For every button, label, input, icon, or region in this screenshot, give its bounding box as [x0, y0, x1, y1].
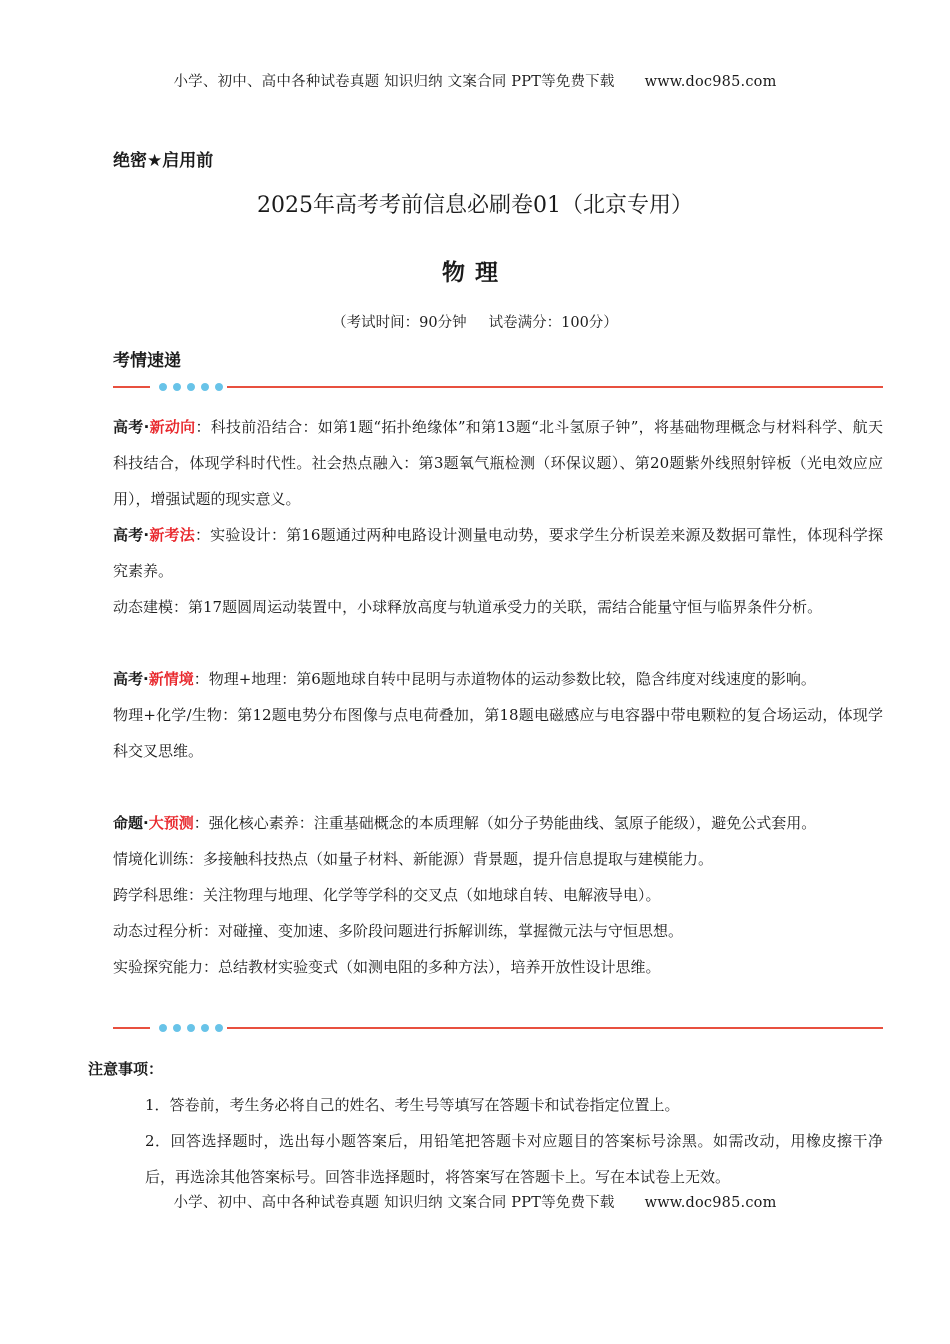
exam-score: 试卷满分：100分） [488, 315, 618, 331]
footer-site: www.doc985.com [644, 1195, 777, 1211]
block-extra: 动态建模：第17题圆周运动装置中，小球释放高度与轨道承受力的关联，需结合能量守恒与临界条件分析。 [113, 598, 823, 616]
block-text: ：实验设计：第16题通过两种电路设计测量电动势，要求学生分析误差来源及数据可靠性，体现科学探究素养。 [113, 526, 883, 580]
divider-top [113, 380, 883, 394]
dots-decoration [159, 1022, 229, 1034]
divider-bottom [113, 1021, 883, 1035]
block-extra: 物理+化学/生物：第12题电势分布图像与点电荷叠加，第18题电磁感应与电容器中带电颗粒的复合场运动，体现学科交叉思维。 [113, 706, 883, 760]
header-text: 小学、初中、高中各种试卷真题 知识归纳 文案合同 PPT等免费下载 [173, 74, 615, 90]
page-footer [0, 1191, 950, 1212]
secret-label: 绝密★启用前 [113, 151, 214, 171]
tag-prediction: 命题·大预测 [113, 814, 194, 832]
dots-decoration [159, 381, 229, 393]
subject-title: 物理 [442, 260, 508, 286]
notice-list [113, 1087, 883, 1195]
block-new-trend [113, 409, 883, 517]
header-site: www.doc985.com [644, 74, 777, 90]
notice-title: 注意事项： [88, 1060, 164, 1078]
block-new-context [113, 661, 883, 769]
block-extra: 动态过程分析：对碰撞、变加速、多阶段问题进行拆解训练，掌握微元法与守恒思想。 [113, 922, 684, 940]
block-text: ：物理+地理：第6题地球自转中昆明与赤道物体的运动参数比较，隐含纬度对线速度的影响。 [193, 670, 816, 688]
tag-new-trend: 高考·新动向 [113, 418, 196, 436]
block-new-method [113, 517, 883, 625]
exam-info [0, 311, 950, 332]
block-extra: 实验探究能力：总结教材实验变式（如测电阻的多种方法），培养开放性设计思维。 [113, 958, 661, 976]
notice-item: 2．回答选择题时，选出每小题答案后，用铅笔把答题卡对应题目的答案标号涂黑。如需改动，用橡皮擦干净后，再选涂其他答案标号。回答非选择题时，将答案写在答题卡上。写在本试卷上无效。 [145, 1132, 883, 1186]
block-extra: 跨学科思维：关注物理与地理、化学等学科的交叉点（如地球自转、电解液导电）。 [113, 886, 661, 904]
section-title: 考情速递 [113, 351, 181, 371]
page-header-top [0, 70, 950, 91]
exam-time: （考试时间：90分钟 [332, 315, 467, 331]
block-text: ：科技前沿结合：如第1题“拓扑绝缘体”和第13题“北斗氢原子钟”，将基础物理概念与材料科学、航天科技结合，体现学科时代性。社会热点融入：第3题氧气瓶检测（环保议题）、第20题紫外线照射锌板（光电效应应用），增强试题的现实意义。 [113, 418, 883, 508]
tag-new-method: 高考·新考法 [113, 526, 195, 544]
notice-item: 1．答卷前，考生务必将自己的姓名、考生号等填写在答题卡和试卷指定位置上。 [145, 1096, 680, 1114]
block-extra: 情境化训练：多接触科技热点（如量子材料、新能源）背景题，提升信息提取与建模能力。 [113, 850, 714, 868]
page-title: 2025年高考考前信息必刷卷01（北京专用） [257, 193, 693, 218]
block-prediction [113, 805, 883, 985]
footer-text: 小学、初中、高中各种试卷真题 知识归纳 文案合同 PPT等免费下载 [173, 1195, 615, 1211]
tag-new-context: 高考·新情境 [113, 670, 194, 688]
block-text: ：强化核心素养：注重基础概念的本质理解（如分子势能曲线、氢原子能级），避免公式套用。 [193, 814, 817, 832]
